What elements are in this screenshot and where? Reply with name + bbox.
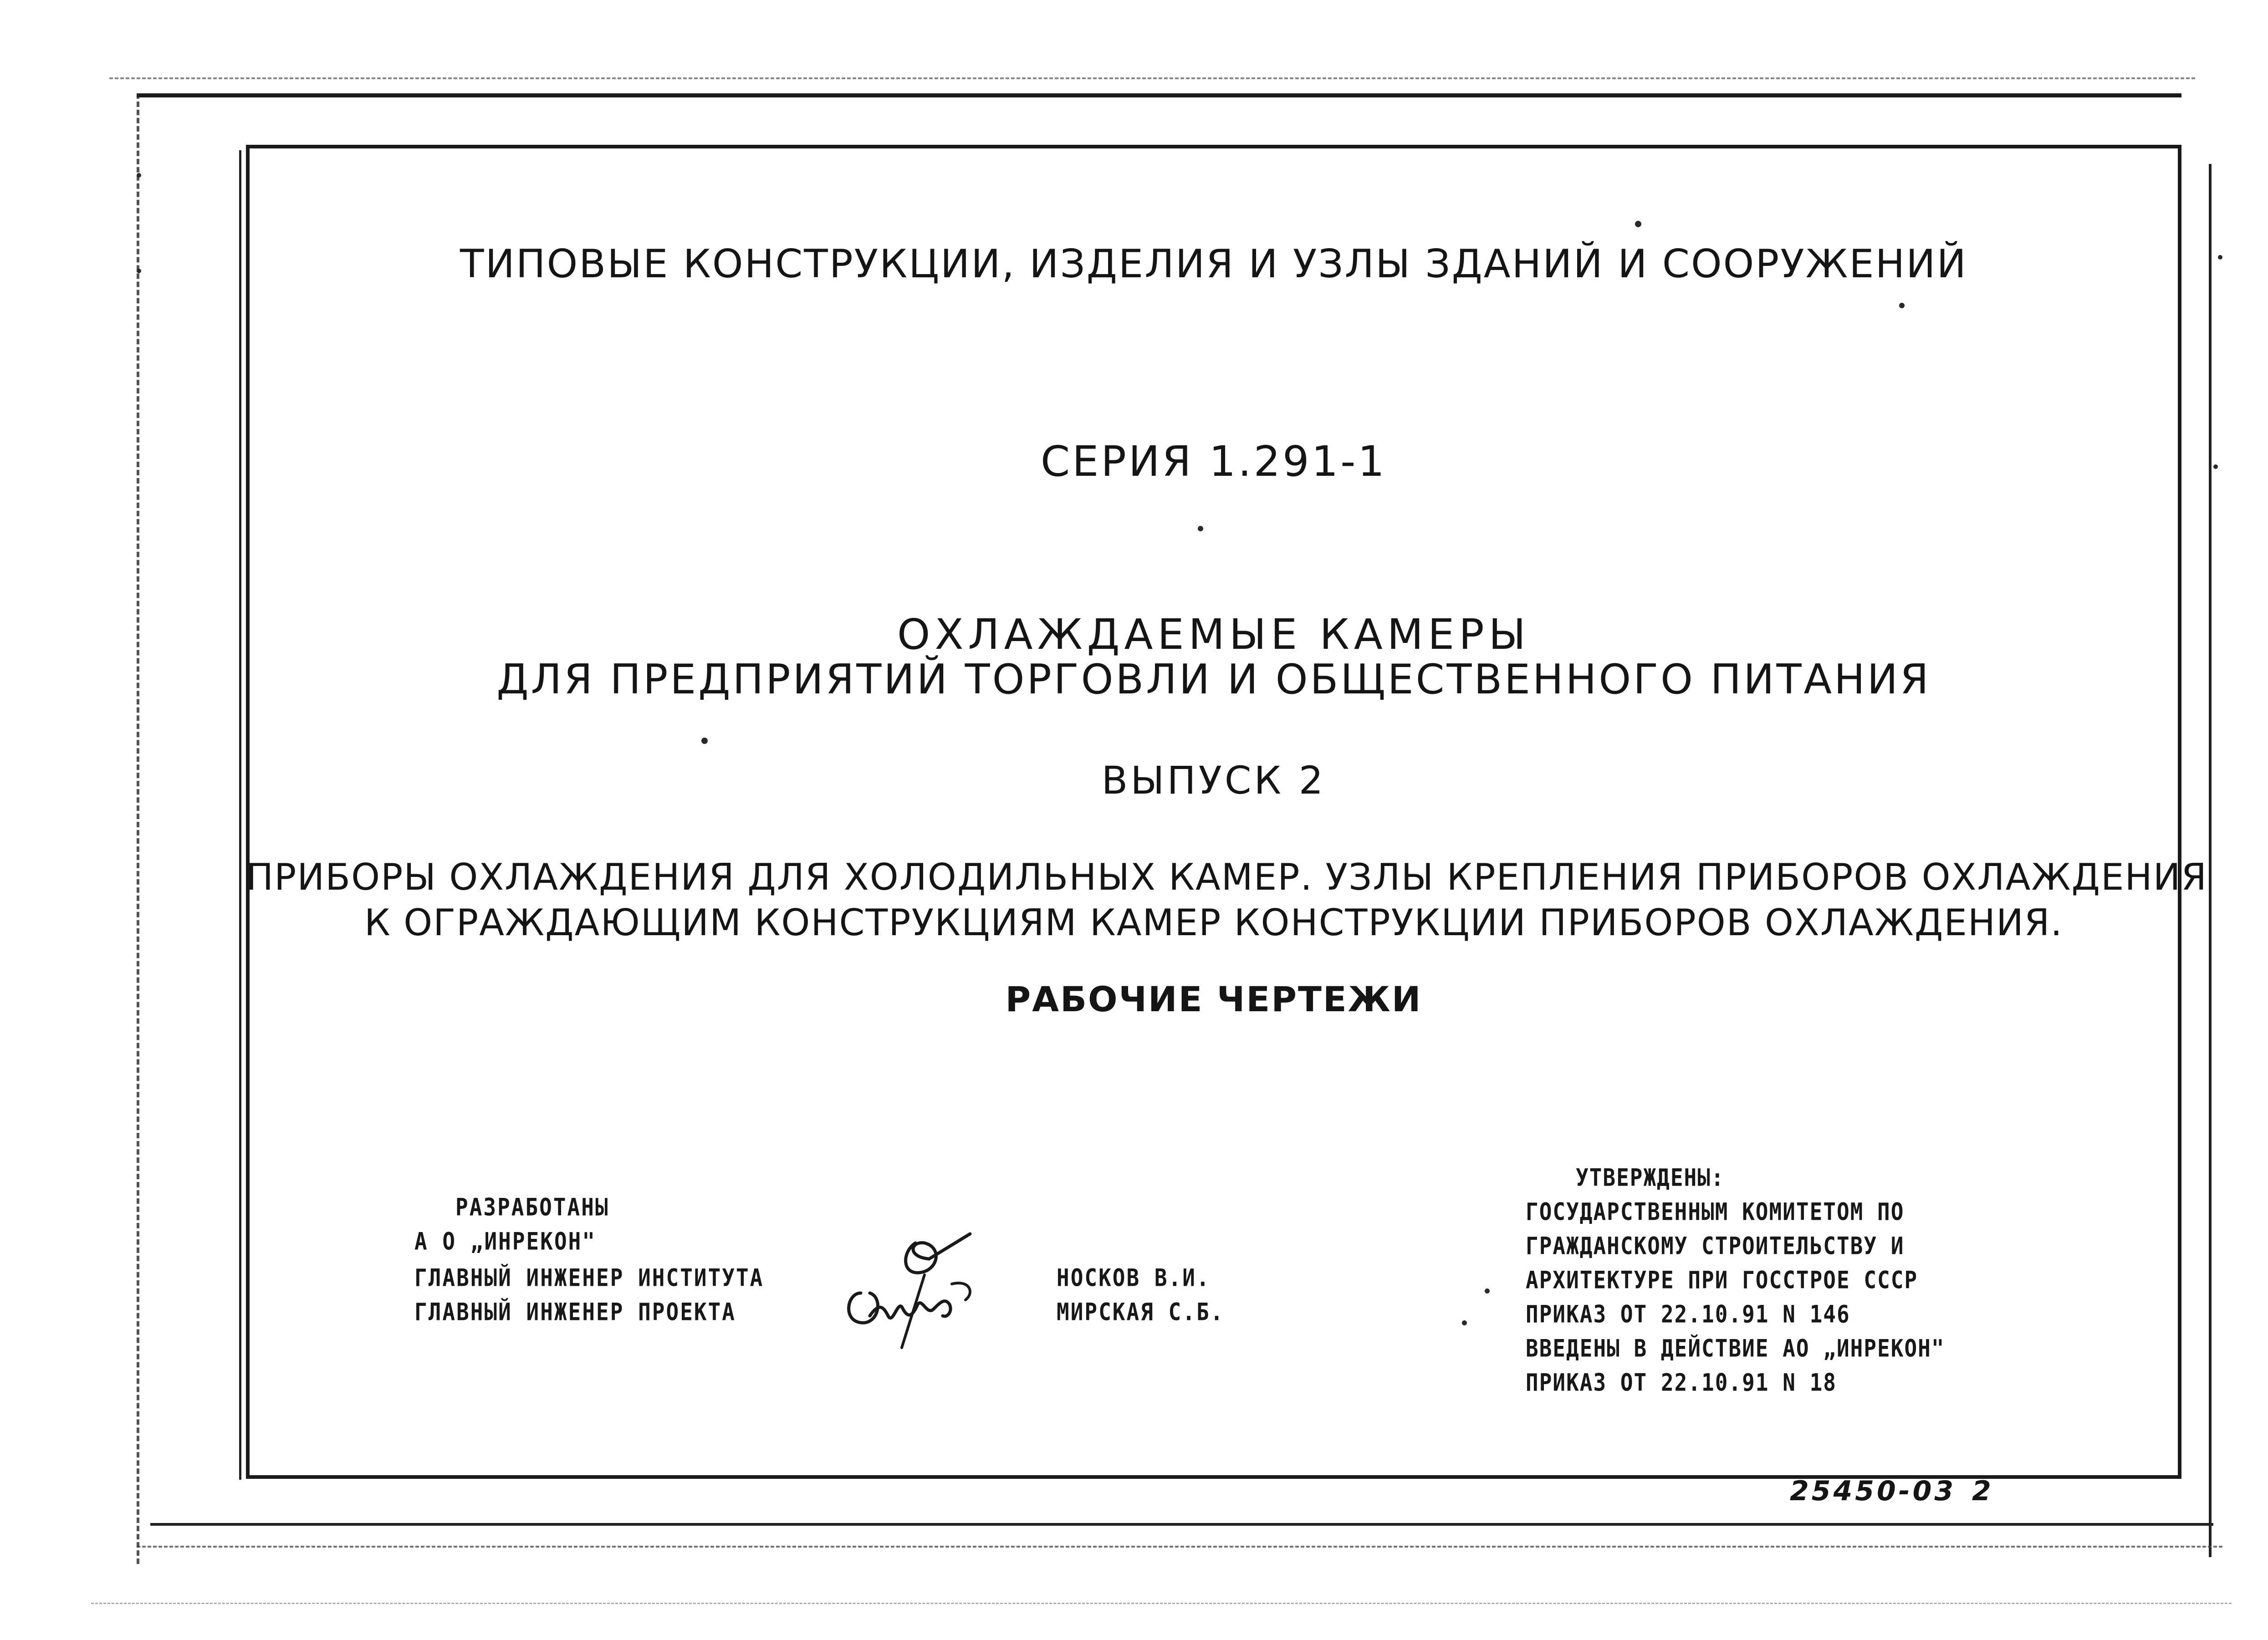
chief-engineer-institute-role: ГЛАВНЫЙ ИНЖЕНЕР ИНСТИТУТА xyxy=(414,1263,764,1292)
approved-line-1: ГОСУДАРСТВЕННЫМ КОМИТЕТОМ ПО xyxy=(1526,1197,1905,1226)
sheet-number: 2 xyxy=(1972,1475,1991,1507)
scan-border-bottom-dashed xyxy=(137,1546,2222,1548)
scan-speck xyxy=(137,269,141,273)
scan-speck xyxy=(701,738,708,744)
scan-border-top-thin xyxy=(109,77,2195,79)
scan-border-top xyxy=(137,93,2181,97)
approved-line-5: ВВЕДЕНЫ В ДЕЙСТВИЕ АО „ИНРЕКОН" xyxy=(1526,1334,1945,1363)
scan-speck xyxy=(1899,303,1905,308)
approved-line-4: ПРИКАЗ ОТ 22.10.91 N 146 xyxy=(1526,1300,1850,1329)
working-drawings-label: РАБОЧИЕ ЧЕРТЕЖИ xyxy=(1005,979,1422,1019)
scan-speck xyxy=(2218,255,2222,260)
scan-speck xyxy=(2213,464,2218,469)
approved-line-6: ПРИКАЗ ОТ 22.10.91 N 18 xyxy=(1526,1368,1837,1397)
collection-title: ТИПОВЫЕ КОНСТРУКЦИИ, ИЗДЕЛИЯ И УЗЛЫ ЗДАНИЙ И СООРУЖЕНИЙ xyxy=(460,241,1967,287)
description-line-1: ПРИБОРЫ ОХЛАЖДЕНИЯ ДЛЯ ХОЛОДИЛЬНЫХ КАМЕР. УЗЛЫ КРЕПЛЕНИЯ ПРИБОРОВ ОХЛАЖДЕНИЯ xyxy=(246,856,2208,898)
document-number: 25450-03 xyxy=(1790,1475,1956,1507)
title-line-1: ОХЛАЖДАЕМЫЕ КАМЕРЫ xyxy=(897,610,1530,659)
description-line-2: К ОГРАЖДАЮЩИМ КОНСТРУКЦИЯМ КАМЕР КОНСТРУКЦИИ ПРИБОРОВ ОХЛАЖДЕНИЯ. xyxy=(364,901,2063,944)
scan-border-bottom-faint xyxy=(91,1603,2232,1604)
frame-left-line xyxy=(239,150,241,1480)
scan-border-right xyxy=(2209,164,2212,1557)
approved-line-3: АРХИТЕКТУРЕ ПРИ ГОССТРОЕ СССР xyxy=(1526,1266,1918,1294)
chief-project-engineer-role: ГЛАВНЫЙ ИНЖЕНЕР ПРОЕКТА xyxy=(414,1298,736,1326)
scan-speck xyxy=(1462,1320,1467,1325)
scan-border-bottom xyxy=(150,1523,2213,1526)
developer-organization: А О „ИНРЕКОН" xyxy=(414,1227,597,1256)
scan-speck xyxy=(1635,221,1641,227)
series-label: СЕРИЯ 1.291-1 xyxy=(1041,437,1387,486)
handwritten-signature xyxy=(833,1225,1006,1352)
developed-heading: РАЗРАБОТАНЫ xyxy=(455,1193,609,1222)
scan-speck xyxy=(137,173,141,178)
approved-line-2: ГРАЖДАНСКОМУ СТРОИТЕЛЬСТВУ И xyxy=(1526,1232,1905,1260)
chief-project-engineer-name: МИРСКАЯ С.Б. xyxy=(1057,1298,1225,1326)
scan-speck xyxy=(1485,1289,1490,1294)
scan-border-left xyxy=(137,93,139,1564)
scan-speck xyxy=(1198,526,1203,531)
title-line-2: ДЛЯ ПРЕДПРИЯТИЙ ТОРГОВЛИ И ОБЩЕСТВЕННОГО ПИТАНИЯ xyxy=(496,656,1931,703)
issue-label: ВЫПУСК 2 xyxy=(1101,758,1326,803)
approved-heading: УТВЕРЖДЕНЫ: xyxy=(1576,1163,1725,1192)
chief-engineer-institute-name: НОСКОВ В.И. xyxy=(1057,1263,1211,1292)
